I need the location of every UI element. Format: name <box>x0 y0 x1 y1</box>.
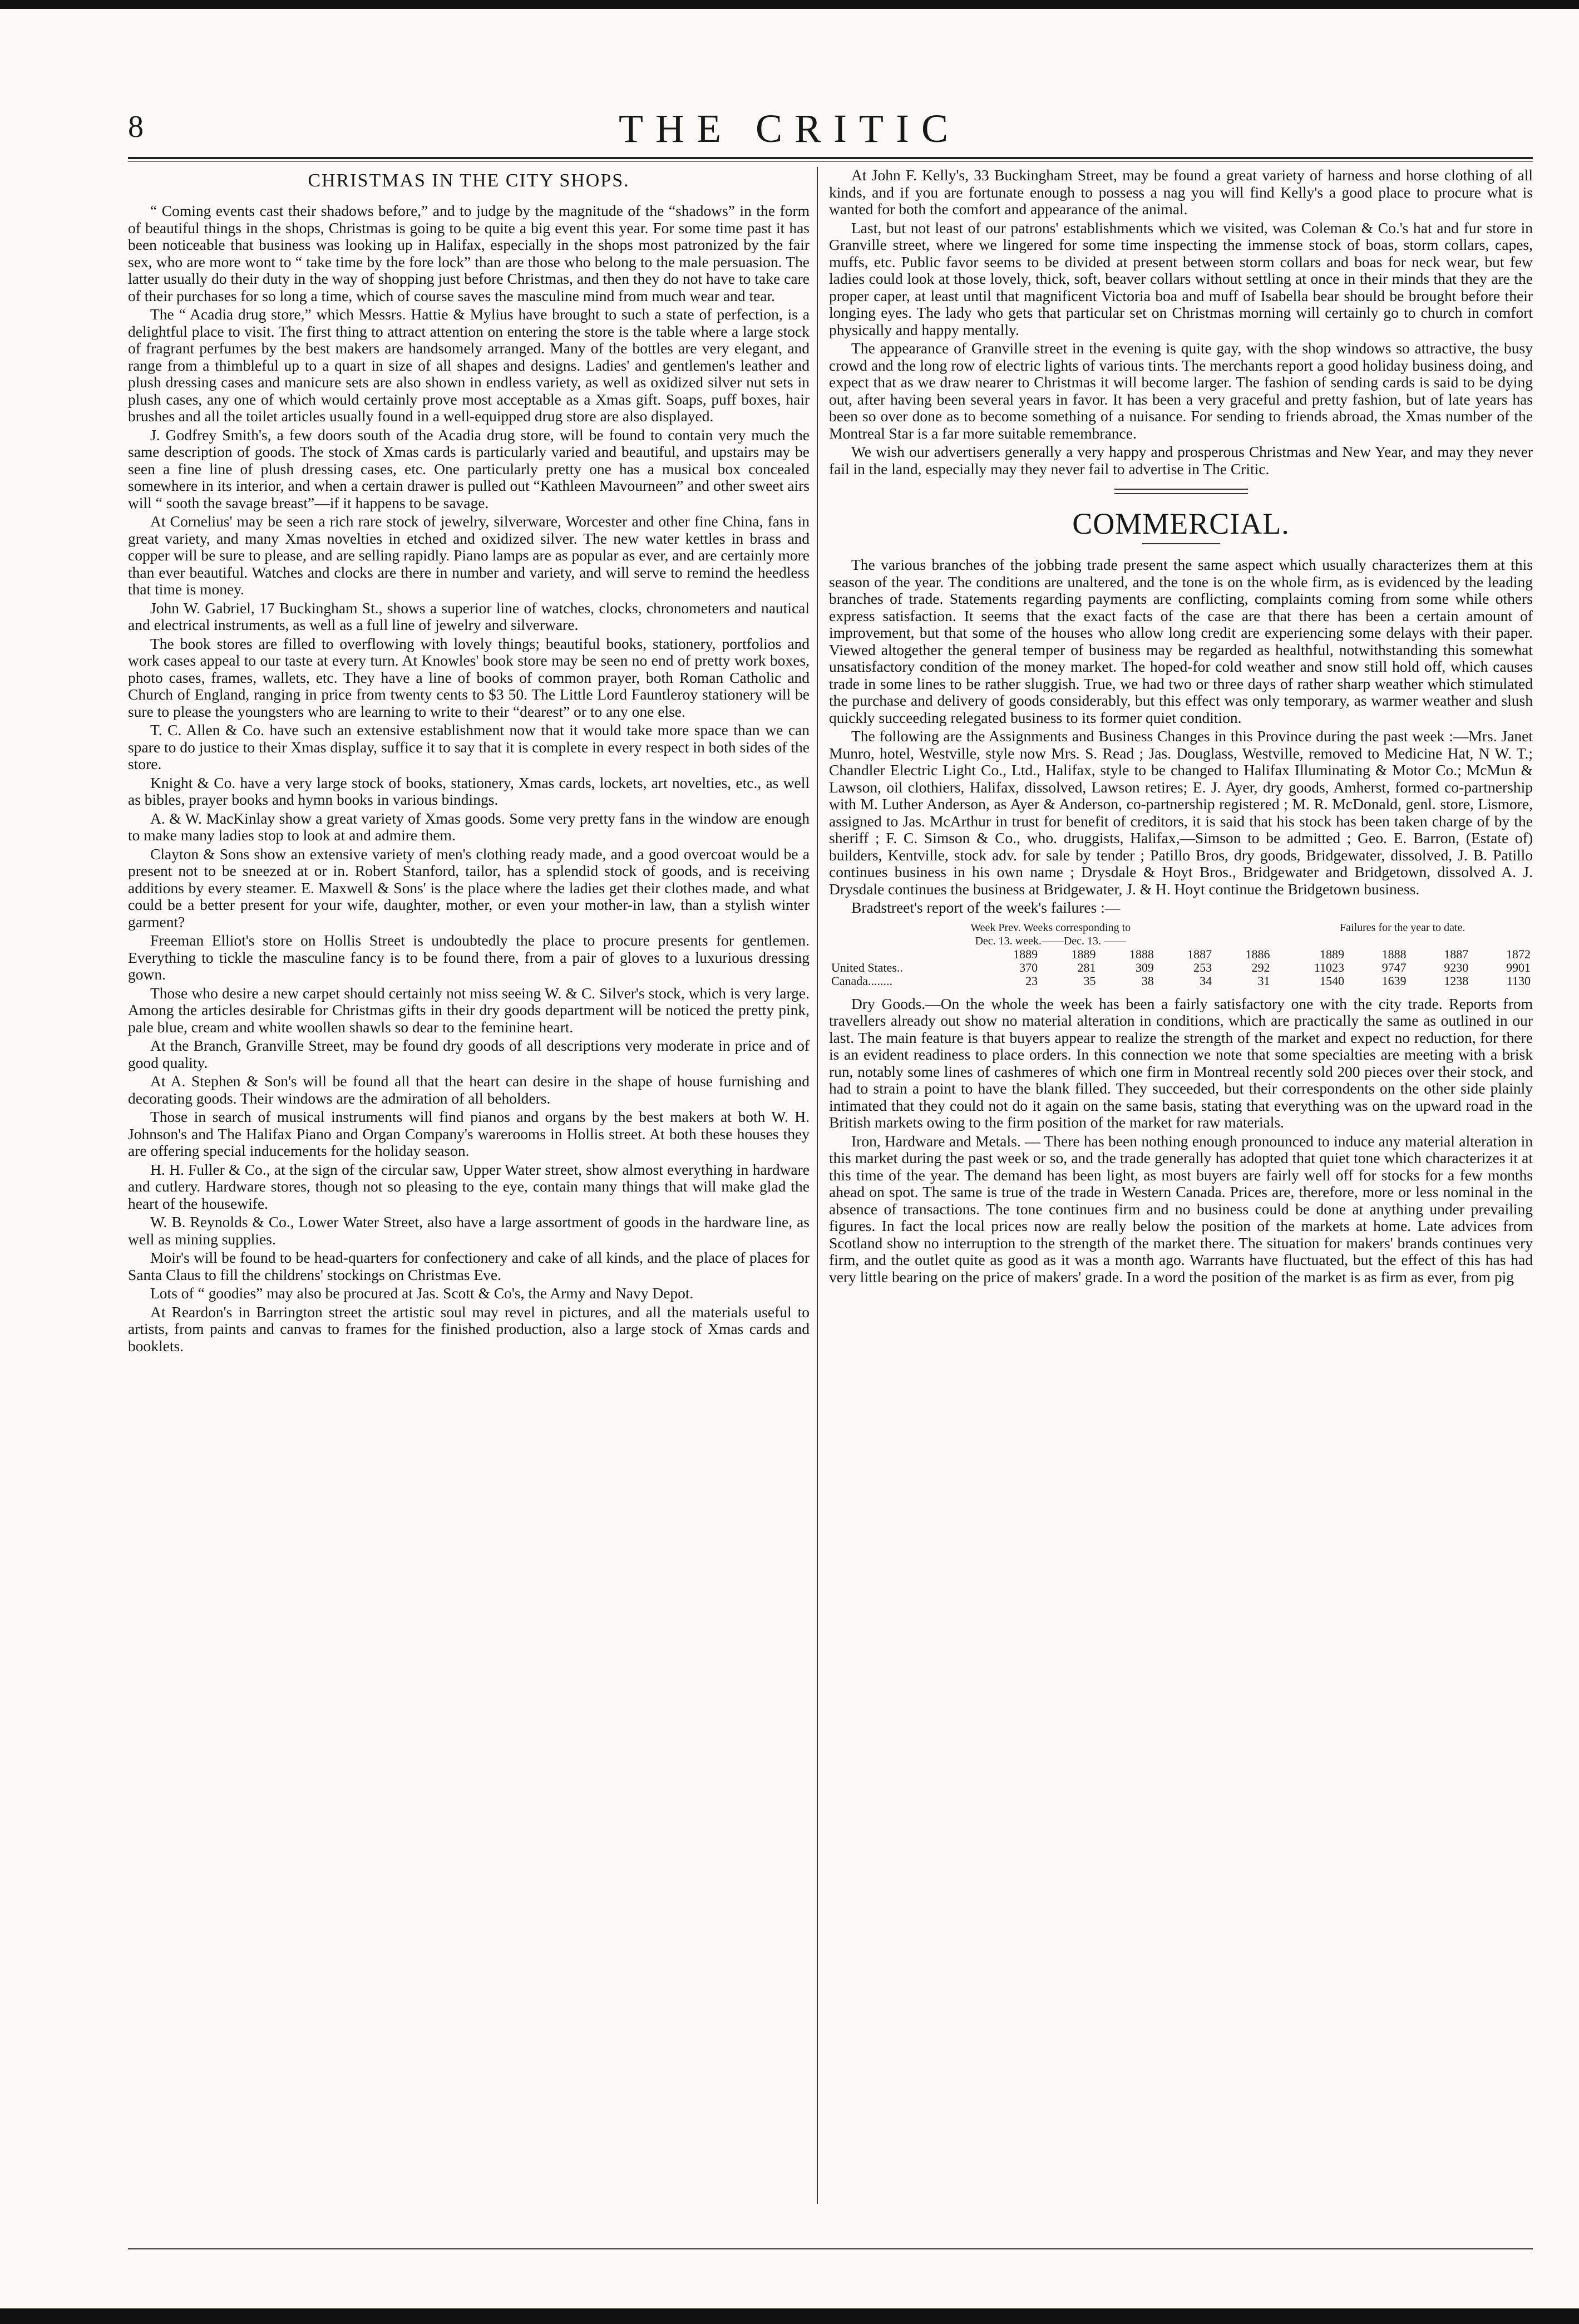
failures-count-cell: 9901 <box>1506 960 1531 974</box>
article-paragraph: John W. Gabriel, 17 Buckingham St., shows a superior line of watches, clocks, chronometers and nautical and electrical instruments, as well as a full line of jewelry and silverware. <box>128 599 810 633</box>
article-paragraph: H. H. Fuller & Co., at the sign of the circular saw, Upper Water street, show almost everything in hardware and cutlery. Hardware stores, though not so pleasing to the eye, contain many things that will make glad the heart of the housewife. <box>128 1160 810 1212</box>
masthead-title: THE CRITIC <box>619 106 960 151</box>
failures-table-body <box>829 948 1533 988</box>
article-paragraph: J. Godfrey Smith's, a few doors south of the Acadia drug store, will be found to contain very much the same description of goods. The stock of Xmas cards is particularly varied and beautiful, and upstairs may be seen a fine line of plush dressing cases, etc. One particularly pretty one has a musical box concealed somewhere in its interior, and when a certain drawer is pulled out “Kathleen Mavourneen” and other sweet airs will “ sooth the savage breast”—if it happens to be savage. <box>128 426 810 511</box>
failures-year-cell: 1872 <box>1506 947 1531 961</box>
failures-count-cell: 35 <box>1083 973 1096 988</box>
market-paragraph: Dry Goods.—On the whole the week has been a fairly satisfactory one with the city trade. Reports from travellers already out show no material alteration in conditions, which are practically the same as outlined in our last. The main feature is that buyers appear to realize the strength of the market and expect no reduction, for there is an evident readiness to place orders. In this connection we note that some specialties are meeting with a brisk run, notably some lines of cashmeres of which one firm in Montreal recently sold 200 pieces over their stock, and had to strain a point to have the blank filled. They succeeded, but their correspondents on the other side plainly intimated that they could not do it again on the same basis, stating that everything was on the upward road in the British markets owing to the firm position of the market for raw materials. <box>829 994 1533 1131</box>
masthead-rule <box>128 157 1533 159</box>
failures-count-cell: 1540 <box>1320 973 1344 988</box>
article-paragraph: Knight & Co. have a very large stock of books, stationery, Xmas cards, lockets, art novelties, etc., as well as bibles, prayer books and hymn books in various bindings. <box>128 774 810 808</box>
article-paragraph: Lots of “ goodies” may also be procured at Jas. Scott & Co's, the Army and Navy Depot. <box>150 1284 694 1302</box>
failures-year-cell: 1889 <box>1320 947 1344 961</box>
page-number: 8 <box>128 110 144 144</box>
commercial-paragraph: Bradstreet's report of the week's failures :— <box>851 899 1121 916</box>
commercial-article <box>829 557 1533 917</box>
failures-year-cell: 1886 <box>1245 947 1270 961</box>
commercial-heading: COMMERCIAL. <box>1072 507 1290 540</box>
failures-caption-weeks: Week Prev. Weeks corresponding to <box>970 921 1131 934</box>
article-paragraph: At the Branch, Granville Street, may be found dry goods of all descriptions very moderate in price and of good quality. <box>128 1037 810 1071</box>
market-reports <box>829 996 1533 1286</box>
article-paragraph: At John F. Kelly's, 33 Buckingham Street, may be found a great variety of harness and horse clothing of all kinds, and if you are fortunate enough to possess a nag you will find Kelly's a good place to procure what is wanted for both the comfort and appearance of the animal. <box>829 167 1533 218</box>
article-paragraph: Moir's will be found to be head-quarters for confectionery and cake of all kinds, and the place of places for Santa Claus to fill the childrens' stockings on Christmas Eve. <box>128 1249 810 1283</box>
failures-count-cell: 38 <box>1141 973 1154 988</box>
commercial-heading-rule <box>1142 543 1220 544</box>
article-paragraph: At Cornelius' may be seen a rich rare stock of jewelry, silverware, Worcester and other fine China, fans in great variety, and many Xmas novelties in etched and oxidized silver. The new water kettles in brass and copper will be sure to please, and are selling rapidly. Piano lamps are as popular as ever, and are certainly more than ever beautiful. Watches and clocks are there in number and variety, and will serve to remind the heedless that time is money. <box>128 513 810 598</box>
article-paragraph: Freeman Elliot's store on Hollis Street is undoubtedly the place to procure presents for gentlemen. Everything to tickle the masculine fancy is to be found there, from a pair of gloves to a luxurious dressing gown. <box>128 932 810 983</box>
failures-count-cell: 31 <box>1257 973 1270 988</box>
failures-count-cell: 9230 <box>1444 960 1469 974</box>
failures-row <box>829 961 1533 974</box>
failures-country-cell: United States.. <box>831 960 903 974</box>
failures-count-cell: 1639 <box>1381 973 1407 988</box>
failures-year-cell: 1888 <box>1129 947 1154 961</box>
market-paragraph: Iron, Hardware and Metals. — There has been nothing enough pronounced to induce any material alteration in this market during the past week or so, and the trade generally has adopted that quiet tone which characterizes it at this time of the year. The demand has been light, as most buyers are fairly well off for stocks for a few months ahead on spot. The same is true of the trade in Western Canada. Prices are, therefore, more or less nominal in the absence of transactions. The tone continues firm and no business could be done at anything under prevailing figures. In fact the local prices now are really below the position of the markets at home. Late advices from Scotland show no interruption to the strength of the market there. The situation for makers' brands continues very firm, and the outlet quite as good as it was a month ago. Warrants have fluctuated, but the effect of this has had very little bearing on the price of makers' grade. In a word the position of the market is as firm as ever, from pig <box>829 1132 1533 1286</box>
article-paragraph: Last, but not least of our patrons' establishments which we visited, was Coleman & Co.'s hat and fur store in Granville street, where we lingered for some time inspecting the immense stock of boas, storm collars, capes, muffs, etc. Public favor seems to be divided at present between storm collars and boas for neck wear, but few ladies could look at those lovely, thick, soft, beaver collars without settling at once in their minds that they are the proper caper, at least until that magnificent Victoria boa and muff of Isabella bear should be brought before their longing eyes. The lady who gets that particular set on Christmas morning will certainly go to church in comfort physically and happy mentally. <box>829 219 1533 338</box>
bottom-border-bar <box>0 2308 1579 2324</box>
article-paragraph: Those in search of musical instruments will find pianos and organs by the best makers at both W. H. Johnson's and The Halifax Piano and Organ Company's warerooms in Hollis street. At both these houses they are offering special inducements for the holiday season. <box>128 1108 810 1159</box>
article-paragraph: The appearance of Granville street in the evening is quite gay, with the shop windows so attractive, the busy crowd and the long row of electric lights of various tints. The merchants report a good holiday business doing, and expect that as we draw nearer to Christmas it will become larger. The fashion of sending cards is said to be dying out, after having been several years in favor. It has been a very graceful and pretty fashion, but of late years has been so over done as to become something of a nuisance. For sending to friends abroad, the Xmas number of the Montreal Star is a far more suitable remembrance. <box>829 339 1533 442</box>
failures-header-row <box>829 948 1533 961</box>
failures-year-cell <box>829 948 982 961</box>
article-paragraph: At Reardon's in Barrington street the artistic soul may revel in pictures, and all the materials useful to artists, from paints and canvas to frames for the finished production, also a large stock of Xmas cards and booklets. <box>128 1303 810 1355</box>
failures-count-cell: 23 <box>1025 973 1038 988</box>
masthead-rule-thin <box>128 161 1533 162</box>
article-paragraph: The “ Acadia drug store,” which Messrs. Hattie & Mylius have brought to such a state of perfection, is a delightful place to visit. The first thing to attract attention on entering the store is the table where a large stock of fragrant perfumes by the best makers are handsomely arranged. Many of the bottles are very elegant, and range from a thimbleful up to a quart in size of all shapes and designs. Ladies' and gentlemen's leather and plush dressing cases and manicure sets are also shown in endless variety, as well as oxidized silver nut sets in plush cases, any one of which would certainly prove most acceptable as a Xmas gift. Soaps, puff boxes, hair brushes and all the toilet articles usually found in a well-equipped drug store are also displayed. <box>128 306 810 425</box>
article-paragraph: W. B. Reynolds & Co., Lower Water Street, also have a large assortment of goods in the hardware line, as well as mining supplies. <box>128 1213 810 1248</box>
failures-table <box>829 921 1533 988</box>
christmas-shops-heading: CHRISTMAS IN THE CITY SHOPS. <box>308 170 630 191</box>
failures-year-cell: 1889 <box>1013 947 1038 961</box>
article-paragraph: A. & W. MacKinlay show a great variety of Xmas goods. Some very pretty fans in the window are enough to make many ladies stop to look at and admire them. <box>128 809 810 844</box>
article-paragraph: Clayton & Sons show an extensive variety of men's clothing ready made, and a good overcoat would be a present not to be sneezed at or in. Robert Stanford, tailor, has a splendid stock of goods, and is receiving additions by every steamer. E. Maxwell & Sons' is the place where the ladies get their clothes made, and what could be a better present for your wife, daughter, mother, or even your mother-in law, than a stylish winter garment? <box>128 845 810 930</box>
failures-country-cell: Canada........ <box>831 973 892 988</box>
article-paragraph: The book stores are filled to overflowing with lovely things; beautiful books, stationery, portfolios and work cases appeal to our taste at every turn. At Knowles' book store may be seen no end of pretty work boxes, photo cases, frames, wallets, etc. They have a line of books of common prayer, both Roman Catholic and Church of England, ranging in price from twenty cents to $3 50. The Little Lord Fauntleroy stationery will be sure to please the youngsters who are learning to write to their “dearest” or to any one else. <box>128 634 810 720</box>
failures-count-cell: 34 <box>1200 973 1212 988</box>
failures-count-cell: 9747 <box>1381 960 1407 974</box>
commercial-paragraph: The following are the Assignments and Business Changes in this Province during the past week :—Mrs. Janet Munro, hotel, Westville, style now Mrs. S. Read ; Jas. Douglass, Westville, removed to Medicine Hat, N W. T.; Chandler Electric Light Co., Ltd., Halifax, style to be changed to Halifax Illuminating & Motor Co.; McMun & Lawson, oil clothiers, Halifax, dissolved, Lawson retires; E. J. Ayer, dry goods, Amherst, formed co-partnership with M. Luther Anderson, as Ayer & Anderson, co-partnership registered ; M. R. McDonald, genl. store, Lismore, assigned to Jas. McArthur in trust for benefit of creditors, it is said that his stock has been taken charge of by the sheriff ; F. C. Simson & Co., who. druggists, Halifax,—Simson to be admitted ; Geo. E. Barron, (Estate of) builders, Kentville, stock adv. for sale by tender ; Patillo Bros, dry goods, Bridgewater, dissolved, J. B. Patillo continues business in his own name ; Drysdale & Hoyt Bros., Bridgewater and Bridgetown, dissolved A. J. Drysdale continues the business at Bridgewater, J. & H. Hoyt continue the Bridgetown business. <box>829 727 1533 898</box>
failures-count-cell: 253 <box>1193 960 1212 974</box>
failures-count-cell: 11023 <box>1314 960 1344 974</box>
article-paragraph: “ Coming events cast their shadows before,” and to judge by the magnitude of the “shadows” in the form of beautiful things in the shops, Christmas is going to be quite a big event this year. For some time past it has been noticeable that business was looking up in Halifax, especially in the shops most patronized by the fair sex, who are more wont to “ take time by the fore lock” than are those who belong to the male persuasion. The latter usually do their duty in the way of shopping just before Christmas, and then they do not have to take care of their purchases for so long a time, which of course saves the masculine mind from much wear and tear. <box>128 202 810 304</box>
failures-count-cell: 309 <box>1135 960 1154 974</box>
failures-count-cell: 281 <box>1077 960 1096 974</box>
failures-caption-dates: Dec. 13. week.——Dec. 13. —— <box>975 934 1127 947</box>
failures-caption-year: Failures for the year to date. <box>1340 921 1465 934</box>
commercial-paragraph: The various branches of the jobbing trade present the same aspect which usually characterizes them at this season of the year. The conditions are unaltered, and the tone is on the whole firm, as is evidenced by the leading branches of trade. Statements regarding payments are conflicting, complaints coming from some while others express satisfaction. It seems that the exact facts of the case are that there has been a certain amount of improvement, but that some of the houses who allow long credit are experiencing some delays with their paper. Viewed altogether the general temper of business may be regarded as healthful, notwithstanding this somewhat unsatisfactory condition of the money market. The hoped-for cold weather and snow still hold off, which causes trade in some lines to be rather sluggish. True, we had two or three days of rather sharp weather which stimulated the purchase and delivery of goods considerably, but this effect was only temporary, as warmer weather and slush quickly succeeding relegated business to its former quiet condition. <box>829 556 1533 726</box>
section-ornament <box>1114 489 1248 494</box>
article-paragraph: At A. Stephen & Son's will be found all that the heart can desire in the shape of house furnishing and decorating goods. Their windows are the admiration of all beholders. <box>128 1072 810 1107</box>
failures-year-cell: 1888 <box>1381 947 1407 961</box>
failures-year-cell: 1887 <box>1444 947 1469 961</box>
failures-year-cell: 1889 <box>1071 947 1096 961</box>
failures-year-cell: 1887 <box>1187 947 1212 961</box>
christmas-shops-article <box>128 203 810 1355</box>
article-paragraph: T. C. Allen & Co. have such an extensive establishment now that it would take more space than we can spare to do justice to their Xmas display, suffice it to say that it is complete in every respect in both sides of the store. <box>128 721 810 772</box>
right-column <box>829 167 1533 2202</box>
top-border-bar <box>0 0 1579 9</box>
failures-count-cell: 292 <box>1251 960 1270 974</box>
failures-count-cell: 1238 <box>1444 973 1469 988</box>
left-column <box>128 167 810 2202</box>
failures-count-cell: 1130 <box>1506 973 1531 988</box>
failures-count-cell: 370 <box>1019 960 1038 974</box>
shops-article-continued <box>829 167 1533 477</box>
article-paragraph: Those who desire a new carpet should certainly not miss seeing W. & C. Silver's stock, which is very large. Among the articles desirable for Christmas gifts in their dry goods department will be noticed the pretty pink, pale blue, cream and white woollen shawls so dear to the feminine heart. <box>128 984 810 1036</box>
column-divider <box>817 167 818 2204</box>
failures-row <box>829 974 1533 988</box>
bottom-rule <box>128 2248 1533 2249</box>
article-paragraph: We wish our advertisers generally a very happy and prosperous Christmas and New Year, and may they never fail in the land, especially may they never fail to advertise in The Critic. <box>829 443 1533 477</box>
